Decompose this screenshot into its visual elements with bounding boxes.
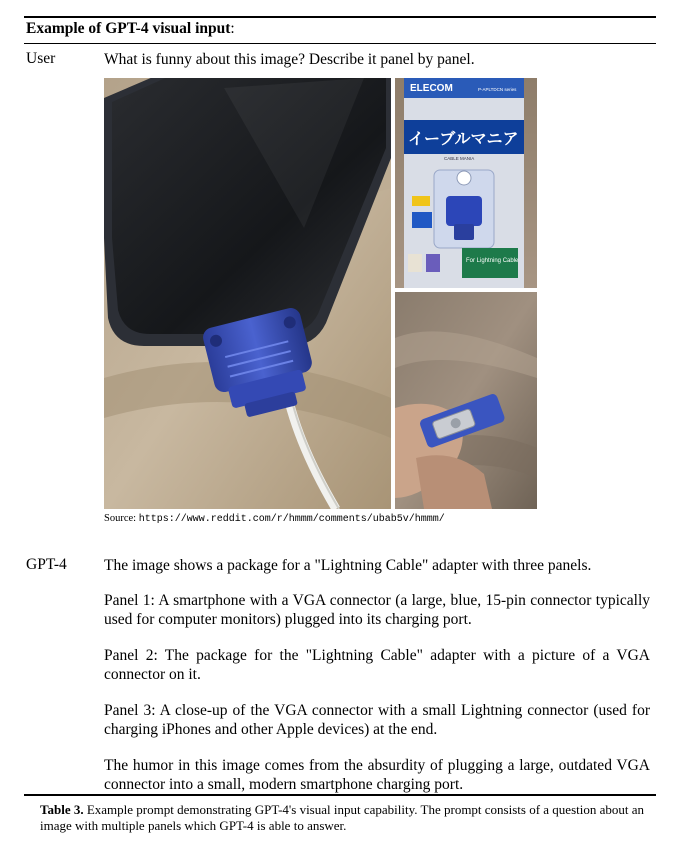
user-speaker-label: User	[26, 50, 56, 67]
response-paragraph-5: The humor in this image comes from the absurdity of plugging a large, outdated VGA connector into a small, modern smartphone charging port.	[104, 757, 650, 793]
panel-2-package-photo	[395, 78, 537, 288]
image-source: Source: https://www.reddit.com/r/hmmm/comments/ubab5v/hmmm/	[104, 513, 445, 525]
user-prompt: What is funny about this image? Describe it panel by panel.	[104, 51, 475, 68]
gpt4-speaker-label: GPT-4	[26, 556, 67, 573]
package-brand-text: ELECOM	[410, 83, 453, 94]
package-tag-text: For Lightning Cable	[466, 258, 519, 264]
caption-text: Example prompt demonstrating GPT-4's visual input capability. The prompt consists of a question about an image with multiple panels which GPT-4 is able to answer.	[40, 802, 645, 833]
example-title: Example of GPT-4 visual input:	[26, 20, 235, 37]
package-subtitle-text: CABLE MANIA	[444, 156, 475, 161]
caption-label: Table 3.	[40, 802, 84, 817]
response-paragraph-2: Panel 1: A smartphone with a VGA connector (a large, blue, 15-pin connector typically used for computer monitors) plugged into its charging port.	[104, 592, 650, 628]
figure-panels	[104, 78, 537, 509]
table-caption	[40, 802, 650, 834]
package-title-text: イーブルマニア	[408, 129, 519, 148]
header-rule	[24, 43, 656, 44]
top-rule	[24, 16, 656, 18]
response-paragraph-3: Panel 2: The package for the "Lightning Cable" adapter with a picture of a VGA connector on it.	[104, 647, 650, 683]
source-url[interactable]: https://www.reddit.com/r/hmmm/comments/ubab5v/hmmm/	[138, 514, 445, 525]
response-paragraph-1: The image shows a package for a "Lightning Cable" adapter with three panels.	[104, 557, 592, 574]
panel-3-closeup-photo	[395, 292, 537, 509]
response-paragraph-4: Panel 3: A close-up of the VGA connector with a small Lightning connector (used for charging iPhones and other Apple devices) at the end.	[104, 702, 650, 738]
panel-1-phone-photo	[104, 78, 391, 509]
package-series-text: P-APLTDCN series	[478, 87, 517, 92]
bottom-rule	[24, 794, 656, 796]
